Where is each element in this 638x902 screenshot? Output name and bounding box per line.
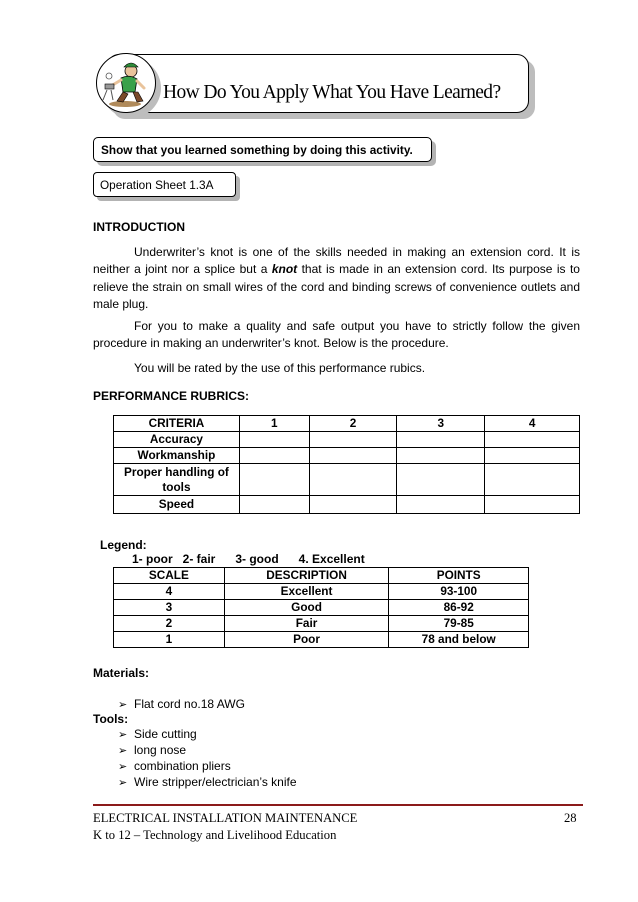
legend-table [113,567,529,648]
criteria-cell: Proper handling of tools [114,464,240,496]
arrow-bullet-icon: ➢ [118,777,128,789]
table-row [114,584,529,600]
table-row [114,448,580,464]
description-cell: Fair [224,616,389,632]
list-item: ➢ Flat cord no.18 AWG [118,697,245,711]
score-cell [485,432,580,448]
criteria-cell: Accuracy [114,432,240,448]
introduction-paragraph-1 [93,244,580,314]
tools-heading: Tools: [93,712,129,726]
icon-circle [96,53,156,113]
operation-sheet-label: Operation Sheet 1.3A [100,178,214,192]
score-cell [309,464,397,496]
score-cell [485,448,580,464]
points-cell: 93-100 [389,584,529,600]
score-cell [309,448,397,464]
scale-cell: 4 [114,584,225,600]
arrow-bullet-icon: ➢ [118,699,128,711]
paragraph-line: male plug. [93,297,149,312]
points-cell: 78 and below [389,632,529,648]
paragraph-line: relieve the strain on small wires of the cord and binding screws of convenience outlets and [93,279,580,294]
column-header: 1 [239,416,309,432]
points-cell: 86-92 [389,600,529,616]
table-header-row [114,416,580,432]
paragraph-line: For you to make a quality and safe output you have to strictly follow the given [134,319,580,333]
list-item: ➢ Wire stripper/electrician’s knife [118,775,297,789]
rubrics-heading: PERFORMANCE RUBRICS: [93,389,249,403]
introduction-heading: INTRODUCTION [93,220,185,234]
list-item: ➢ long nose [118,743,187,757]
score-cell [397,464,485,496]
table-row [114,600,529,616]
criteria-cell: Speed [114,496,240,514]
score-cell [239,464,309,496]
legend-keys: 1- poor 2- fair 3- good 4. Excellent [132,552,365,566]
score-cell [239,432,309,448]
column-header: CRITERIA [114,416,240,432]
arrow-bullet-icon: ➢ [118,745,128,757]
list-item: ➢ combination pliers [118,759,231,773]
score-cell [397,432,485,448]
column-header: SCALE [114,568,225,584]
scale-cell: 3 [114,600,225,616]
table-row [114,464,580,496]
paragraph-line: You will be rated by the use of this performance rubics. [134,361,426,375]
scale-cell: 1 [114,632,225,648]
rubrics-table [113,415,580,514]
emphasis-knot: knot [271,262,298,277]
list-item: ➢ Side cutting [118,727,197,741]
column-header: 2 [309,416,397,432]
footer-curriculum: K to 12 – Technology and Livelihood Education [93,828,337,842]
scale-cell: 2 [114,616,225,632]
score-cell [485,496,580,514]
column-header: 3 [397,416,485,432]
footer-rule [93,804,583,806]
column-header: POINTS [389,568,529,584]
page-number: 28 [564,811,577,825]
introduction-paragraph-3 [93,360,580,377]
page-title: How Do You Apply What You Have Learned? [163,82,501,103]
introduction-paragraph-2 [93,318,580,353]
table-row [114,432,580,448]
table-row [114,616,529,632]
score-cell [239,496,309,514]
column-header: DESCRIPTION [224,568,389,584]
working-figure-icon [97,54,156,113]
table-row [114,632,529,648]
column-header: 4 [485,416,580,432]
criteria-cell: Workmanship [114,448,240,464]
score-cell [239,448,309,464]
score-cell [485,464,580,496]
score-cell [397,496,485,514]
arrow-bullet-icon: ➢ [118,729,128,741]
points-cell: 79-85 [389,616,529,632]
footer-subject: ELECTRICAL INSTALLATION MAINTENANCE [93,811,358,825]
score-cell [309,432,397,448]
paragraph-line: Underwriter’s knot is one of the skills needed in making an extension cord. It is [134,245,580,259]
table-row [114,496,580,514]
paragraph-line: neither a joint nor a splice but a knot that is made in an extension cord. Its purpose is to [93,262,580,277]
description-cell: Poor [224,632,389,648]
score-cell [397,448,485,464]
description-cell: Good [224,600,389,616]
paragraph-line: procedure in making an underwriter’s knot. Below is the procedure. [93,336,449,351]
description-cell: Excellent [224,584,389,600]
score-cell [309,496,397,514]
instruction-text: Show that you learned something by doing this activity. [101,143,413,157]
table-header-row [114,568,529,584]
arrow-bullet-icon: ➢ [118,761,128,773]
legend-label: Legend: [100,538,147,552]
materials-heading: Materials: [93,666,150,680]
